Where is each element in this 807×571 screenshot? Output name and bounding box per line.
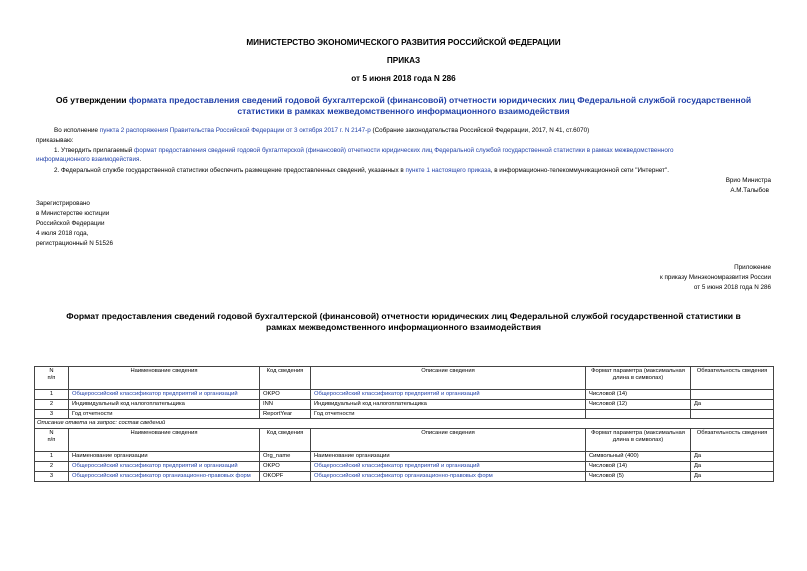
header-num-1: N [49, 430, 54, 437]
doc-title-prefix: Об утверждении [55, 95, 129, 105]
format-title [0, 311, 807, 332]
registration-line-4: 4 июля 2018 года, [36, 230, 89, 237]
header-code: Код сведения [260, 367, 311, 390]
appendix-label: Приложение [734, 264, 771, 271]
signature-position: Врио Министра [725, 177, 771, 184]
intro-suffix: (Собрание законодательства Российской Федерации, 2017, N 41, ст.6070) [370, 127, 590, 134]
cell-required: Да [691, 452, 774, 462]
orders-line: приказываю: [36, 137, 74, 144]
header-num-2: п/п [47, 436, 56, 443]
header-code: Код сведения [260, 429, 311, 452]
item-2 [54, 167, 669, 175]
cell-num: 3 [35, 471, 69, 481]
header-num [35, 429, 69, 452]
header-required: Обязательность сведения [691, 429, 774, 452]
ministry-name: МИНИСТЕРСТВО ЭКОНОМИЧЕСКОГО РАЗВИТИЯ РОССИЙСКОЙ ФЕДЕРАЦИИ [246, 38, 561, 47]
cell-name: Наименование организации [69, 452, 260, 462]
header-name: Наименование сведения [69, 429, 260, 452]
cell-required: Да [691, 471, 774, 481]
header-desc: Описание сведения [311, 367, 586, 390]
cell-name: Индивидуальный код налогоплательщика [69, 399, 260, 409]
cell-code: ReportYear [260, 409, 311, 419]
doc-title-link-line1: формата предоставления сведений годовой бухгалтерской (финансовой) отчетности юридических лиц Федеральной службой государственной [128, 95, 752, 105]
cell-required: Да [691, 461, 774, 471]
item-1-cont [36, 156, 141, 164]
item-2-prefix: 2. Федеральной службе государственной статистики обеспечить размещение предоставленных сведений, указанных в [54, 167, 406, 174]
table-row [35, 452, 774, 462]
table-row [35, 409, 774, 419]
table-row [35, 461, 774, 471]
cell-num: 1 [35, 390, 69, 400]
registration-line-3: Российской Федерации [36, 220, 105, 227]
cell-format: Числовой (14) [586, 461, 691, 471]
cell-code: OKOPF [260, 471, 311, 481]
cell-format: Числовой (14) [586, 390, 691, 400]
cell-code: OKPO [260, 390, 311, 400]
cell-desc: Год отчетности [311, 409, 586, 419]
table-row [35, 399, 774, 409]
item-1-link-2[interactable]: информационного взаимодействия [36, 156, 140, 163]
cell-name-link[interactable]: Общероссийский классификатор предприятий и организаций [69, 461, 260, 471]
cell-format [586, 409, 691, 419]
header-num-1: N [49, 368, 54, 374]
cell-required [691, 409, 774, 419]
header-format: Формат параметра (максимальная длина в символах) [586, 429, 691, 452]
intro-link[interactable]: пункта 2 распоряжения Правительства Российской Федерации от 3 октября 2017 г. N 2147-р [99, 127, 371, 134]
cell-name: Год отчетности [69, 409, 260, 419]
format-title-line1: Формат предоставления сведений годовой бухгалтерской (финансовой) отчетности юридических лиц Федеральной службой государственной статистики в [66, 311, 741, 321]
cell-num: 1 [35, 452, 69, 462]
item-1-link-1[interactable]: формат предоставления сведений годовой бухгалтерской (финансовой) отчетности юридических лиц Федеральной службой государственной статистики в рамках межведомственного [134, 147, 674, 154]
item-2-link[interactable]: пункте 1 настоящего приказа [405, 167, 491, 174]
intro-paragraph [54, 127, 589, 135]
header-required: Обязательность сведения [691, 367, 774, 390]
header-num [35, 367, 69, 390]
table-row [35, 390, 774, 400]
doc-date: от 5 июня 2018 года N 286 [351, 74, 456, 83]
cell-num: 3 [35, 409, 69, 419]
format-title-line2: рамках межведомственного информационного взаимодействия [265, 321, 541, 332]
request-header-row [35, 367, 774, 390]
header-name: Наименование сведения [69, 367, 260, 390]
cell-desc: Индивидуальный код налогоплательщика [311, 399, 586, 409]
cell-code: Org_name [260, 452, 311, 462]
doc-title-link-line2: статистики в рамках межведомственного информационного взаимодействия [237, 105, 570, 116]
format-table [34, 366, 774, 482]
intro-prefix: Во исполнение [54, 127, 100, 134]
cell-required: Да [691, 399, 774, 409]
item-2-suffix: , в информационно-телекоммуникационной сети "Интернет". [490, 167, 670, 174]
cell-format: Числовой (5) [586, 471, 691, 481]
header-format: Формат параметра (максимальная длина в символах) [586, 367, 691, 390]
cell-desc-link[interactable]: Общероссийский классификатор предприятий и организаций [311, 461, 586, 471]
response-caption-row [35, 419, 774, 429]
cell-format: Символьный (400) [586, 452, 691, 462]
cell-desc-link[interactable]: Общероссийский классификатор предприятий и организаций [311, 390, 586, 400]
registration-line-2: в Министерстве юстиции [36, 210, 110, 217]
table-row [35, 471, 774, 481]
item-1 [54, 147, 674, 155]
cell-required [691, 390, 774, 400]
cell-format: Числовой (12) [586, 399, 691, 409]
registration-line-1: Зарегистрировано [36, 200, 90, 207]
cell-name-link[interactable]: Общероссийский классификатор организационно-правовых форм [69, 471, 260, 481]
doc-type: ПРИКАЗ [386, 56, 421, 65]
item-1-end: . [139, 156, 142, 163]
cell-num: 2 [35, 399, 69, 409]
header-desc: Описание сведения [311, 429, 586, 452]
doc-title-link[interactable] [129, 95, 751, 116]
appendix-to-order: к приказу Минэкономразвития России [659, 274, 771, 281]
registration-line-5: регистрационный N 51526 [36, 240, 114, 247]
appendix-date: от 5 июня 2018 года N 286 [693, 284, 771, 291]
cell-name-link[interactable]: Общероссийский классификатор предприятий и организаций [69, 390, 260, 400]
header-num-2: п/п [47, 374, 56, 381]
cell-code: INN [260, 399, 311, 409]
cell-code: OKPO [260, 461, 311, 471]
cell-num: 2 [35, 461, 69, 471]
item-1-prefix: 1. Утвердить прилагаемый [54, 147, 135, 154]
signature-name: А.М.Талыбов [730, 187, 769, 194]
cell-desc-link[interactable]: Общероссийский классификатор организационно-правовых форм [311, 471, 586, 481]
doc-title [0, 95, 807, 116]
response-header-row [35, 429, 774, 452]
response-caption: Описание ответа на запрос: состав сведений [35, 419, 774, 429]
cell-desc: Наименование организации [311, 452, 586, 462]
